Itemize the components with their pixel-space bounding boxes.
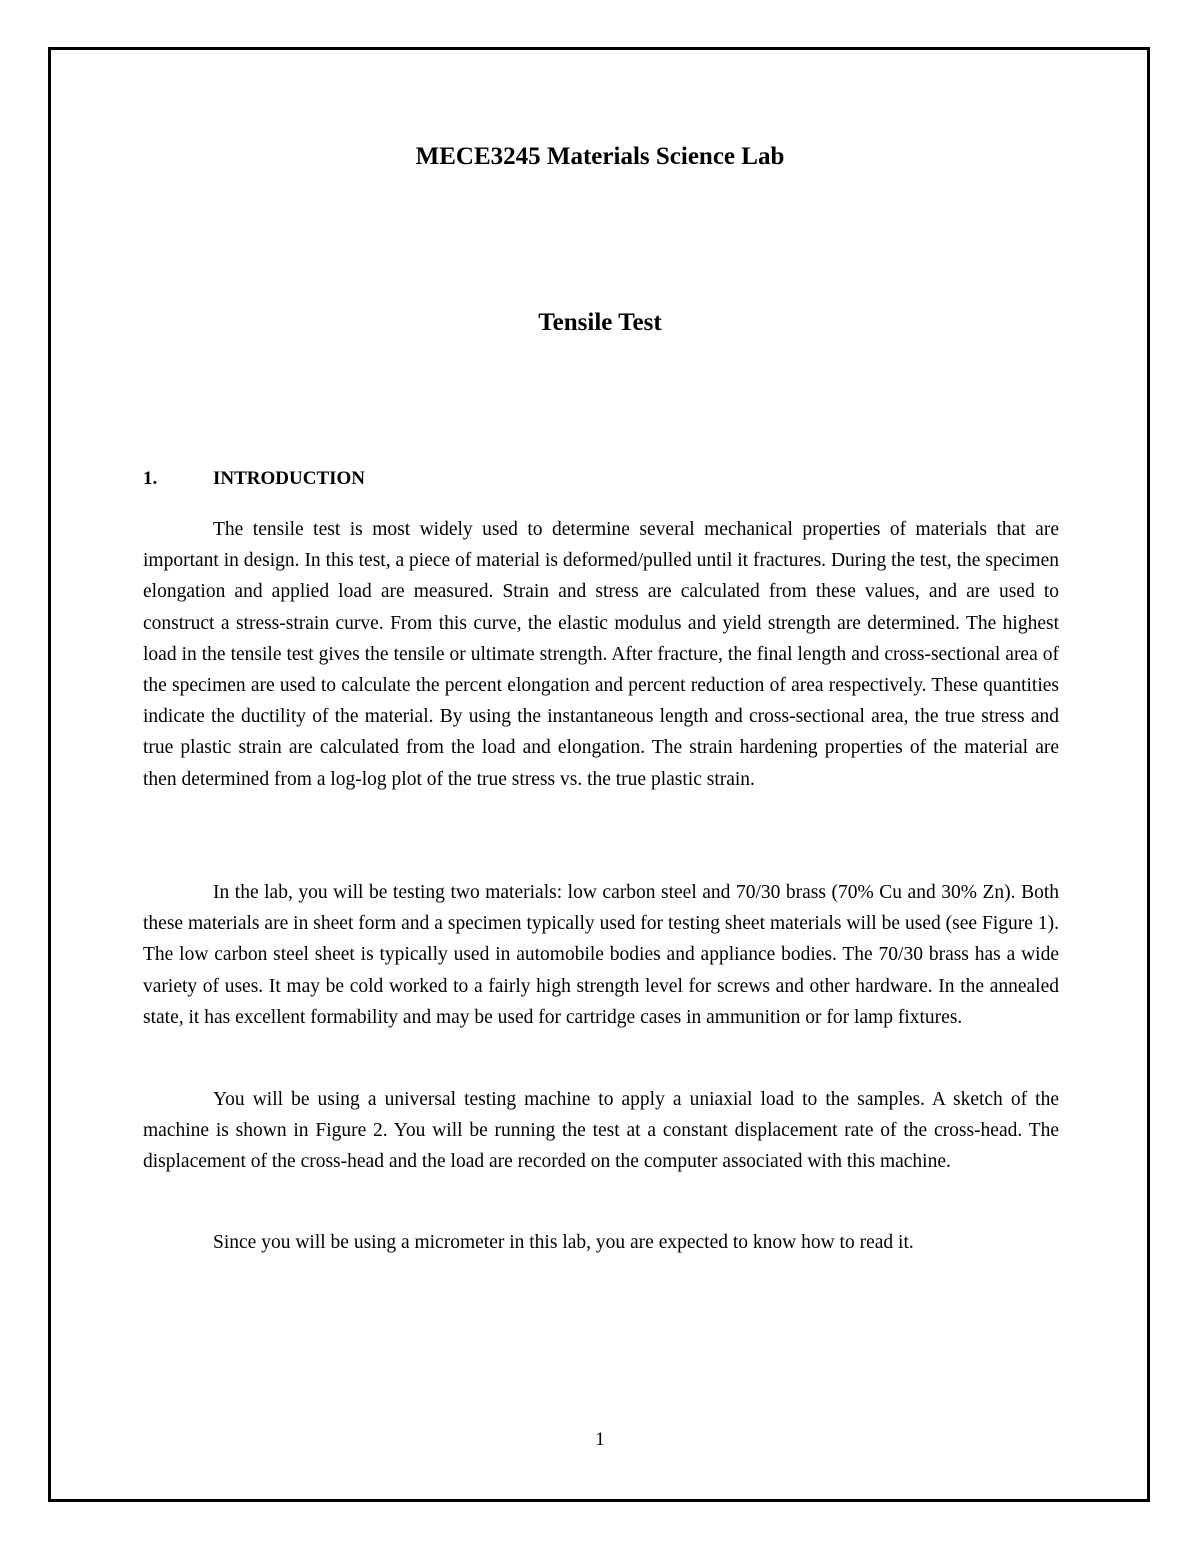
intro-paragraph-2: In the lab, you will be testing two materials: low carbon steel and 70/30 brass (70% Cu and 30% Zn). Both these materials are in sheet form and a specimen typically used for testing sheet materials will be used (see Figure 1). The low carbon steel sheet is typically used in automobile bodies and appliance bodies. The 70/30 brass has a wide variety of uses. It may be cold worked to a fairly high strength level for screws and other hardware. In the annealed state, it has excellent formability and may be used for cartridge cases in ammunition or for lamp fixtures. [143,882,1059,1028]
course-title: MECE3245 Materials Science Lab [415,143,785,170]
section-title: INTRODUCTION [213,468,366,489]
section-heading [143,466,365,492]
document-title: Tensile Test [538,309,662,336]
intro-paragraph-3: You will be using a universal testing machine to apply a uniaxial load to the samples. A sketch of the machine is shown in Figure 2. You will be running the test at a constant displacement rate of the cross-head. The displacement of the cross-head and the load are recorded on the computer associated with this machine. [143,1089,1059,1173]
intro-paragraph-1: The tensile test is most widely used to determine several mechanical properties of materials that are important in design. In this test, a piece of material is deformed/pulled until it fractures. During the test, the specimen elongation and applied load are measured. Strain and stress are calculated from these values, and are used to construct a stress-strain curve. From this curve, the elastic modulus and yield strength are determined. The highest load in the tensile test gives the tensile or ultimate strength. After fracture, the final length and cross-sectional area of the specimen are used to calculate the percent elongation and percent reduction of area respectively. These quantities indicate the ductility of the material. By using the instantaneous length and cross-sectional area, the true stress and true plastic strain are calculated from the load and elongation. The strain hardening properties of the material are then determined from a log-log plot of the true stress vs. the true plastic strain. [143,519,1059,790]
section-number: 1. [143,468,158,489]
intro-paragraph-4: Since you will be using a micrometer in this lab, you are expected to know how to read it. [213,1232,914,1253]
page-number: 1 [595,1429,605,1450]
